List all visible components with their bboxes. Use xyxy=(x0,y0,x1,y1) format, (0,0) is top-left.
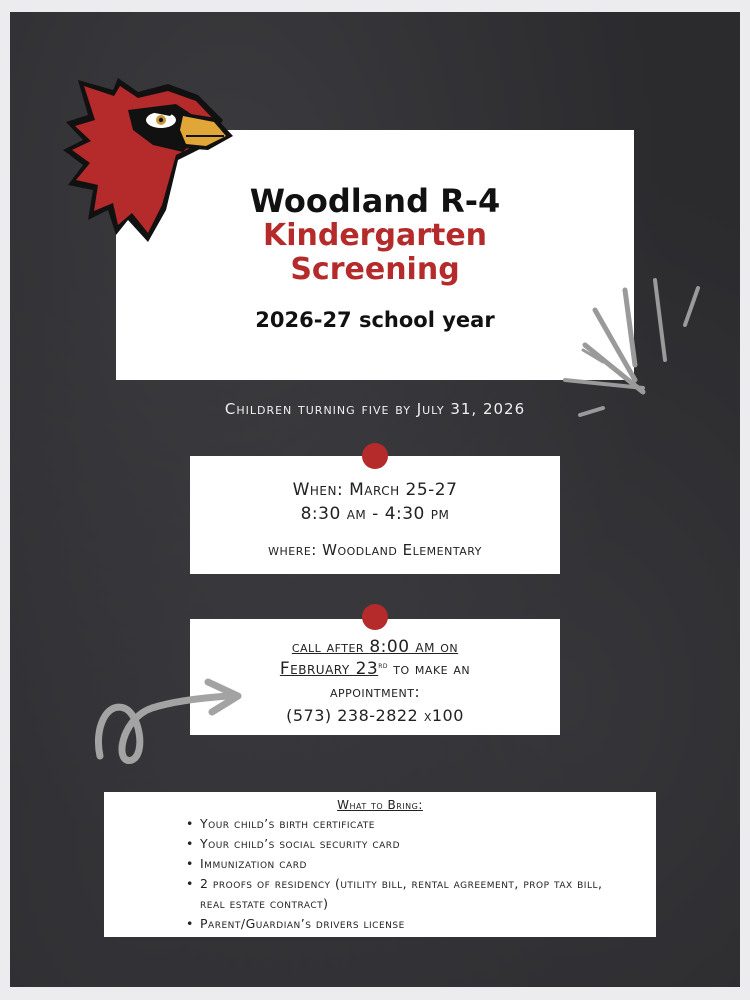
program-title-line2: Screening xyxy=(290,252,460,287)
call-time: 8:00 am xyxy=(369,637,435,657)
call-date: February 23 xyxy=(279,659,379,679)
when-time: 8:30 am - 4:30 pm xyxy=(300,504,450,524)
call-date-suffix: rd xyxy=(378,661,389,671)
phone-number[interactable]: (573) 238-2822 x100 xyxy=(286,706,464,725)
what-to-bring-card xyxy=(104,792,656,937)
school-year: 2026-27 school year xyxy=(255,308,495,332)
eligibility-note: Children turning five by July 31, 2026 xyxy=(224,400,526,418)
call-prefix: call after xyxy=(291,638,370,656)
program-title-line1: Kindergarten xyxy=(262,218,488,253)
red-dot-marker xyxy=(362,604,388,630)
bring-list xyxy=(186,814,626,934)
call-on: on xyxy=(434,638,459,656)
appointment-card xyxy=(190,619,560,735)
list-item: • Your child’s social security card xyxy=(186,834,626,854)
cardinal-mascot-icon xyxy=(58,70,233,245)
when-where-card xyxy=(190,456,560,574)
call-date-line xyxy=(190,659,560,679)
call-time-line xyxy=(190,637,560,657)
appointment-label: appointment: xyxy=(329,683,421,701)
curly-arrow-icon xyxy=(92,674,242,774)
call-to-make: to make an xyxy=(388,660,471,678)
list-item: • Your child’s birth certificate xyxy=(186,814,626,834)
what-to-bring-title: What to Bring: xyxy=(337,798,423,812)
district-title: Woodland R-4 xyxy=(249,182,501,220)
when-date: When: March 25-27 xyxy=(292,480,458,500)
list-item: • Parent/Guardian’s drivers license xyxy=(186,914,626,934)
where-location: where: Woodland Elementary xyxy=(268,541,482,559)
list-item: • Immunization card xyxy=(186,854,626,874)
poster xyxy=(10,12,740,987)
red-dot-marker xyxy=(362,443,388,469)
list-item: • 2 proofs of residency (utility bill, rental agreement, prop tax bill, real estate contract) xyxy=(186,874,626,914)
